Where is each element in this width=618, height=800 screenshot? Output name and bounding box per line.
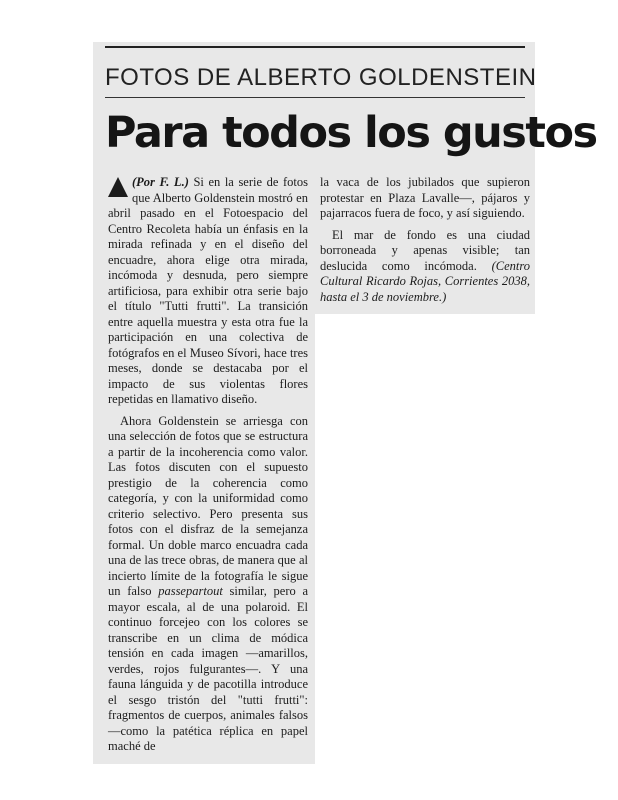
drop-cap-icon xyxy=(108,177,128,197)
venue-credit: (Centro Cultural Ricardo Rojas, Corrientes 2038, hasta el 3 de noviembre.) xyxy=(320,258,530,304)
top-rule xyxy=(105,46,525,48)
headline: Para todos los gustos xyxy=(105,108,597,158)
paragraph xyxy=(108,414,308,755)
italic-term: passepartout xyxy=(158,584,223,598)
byline: (Por F. L.) xyxy=(132,175,189,189)
paragraph-text: Ahora Goldenstein se arriesga con una selección de fotos que se estructura a partir de la incoherencia como valor. Las fotos discuten con el supuesto prestigio de la coherencia como categoría, y con la uniformidad como criterio selectivo. Pero presenta sus fotos con el disfraz de la semejanza formal. Un doble marco encuadra cada una de las trece obras, de manera que al incierto límite de la fotografía le sigue un falso xyxy=(108,413,308,598)
paragraph-text: Si en la serie de fotos que Alberto Goldenstein mostró en abril pasado en el Fotoespacio del Centro Recoleta había un énfasis en la mirada refinada y en el diseño del encuadre, ahora elige otra mirada, incómoda y desnuda, pero siempre artificiosa, para exhibir otra serie bajo el título "Tutti frutti". La transición entre aquella muestra y esta otra fue la participación en una colectiva de fotógrafos en el Museo Sívori, hace tres meses, donde se destacaba por el impacto de sus violentas flores repetidas en llamativo diseño. xyxy=(108,175,309,406)
paragraph-text: similar, pero a mayor escala, al de una polaroid. El continuo forcejeo con los colores se transcribe en un clima de módica tensión en cada imagen —amarillos, verdes, rojos fulgurantes—. Y una fauna lánguida y de pacotilla introduce el sesgo tristón del "tutti frutti": fragmentos de cuerpos, animales falsos —como la patética réplica en papel maché de xyxy=(108,584,308,753)
kicker-rule xyxy=(105,97,525,98)
column-left xyxy=(108,175,308,761)
paragraph xyxy=(320,228,530,306)
paragraph xyxy=(320,175,530,222)
paragraph-text: la vaca de los jubilados que supieron protestar en Plaza Lavalle—, pájaros y pajarracos fuera de foco, y así siguiendo. xyxy=(320,175,530,220)
paragraph-text: El mar de fondo es una ciudad borroneada y apenas visible; tan deslucida como incómoda. xyxy=(320,227,530,273)
kicker: FOTOS DE ALBERTO GOLDENSTEIN xyxy=(105,64,537,91)
column-right xyxy=(320,175,530,311)
paragraph xyxy=(108,175,308,408)
